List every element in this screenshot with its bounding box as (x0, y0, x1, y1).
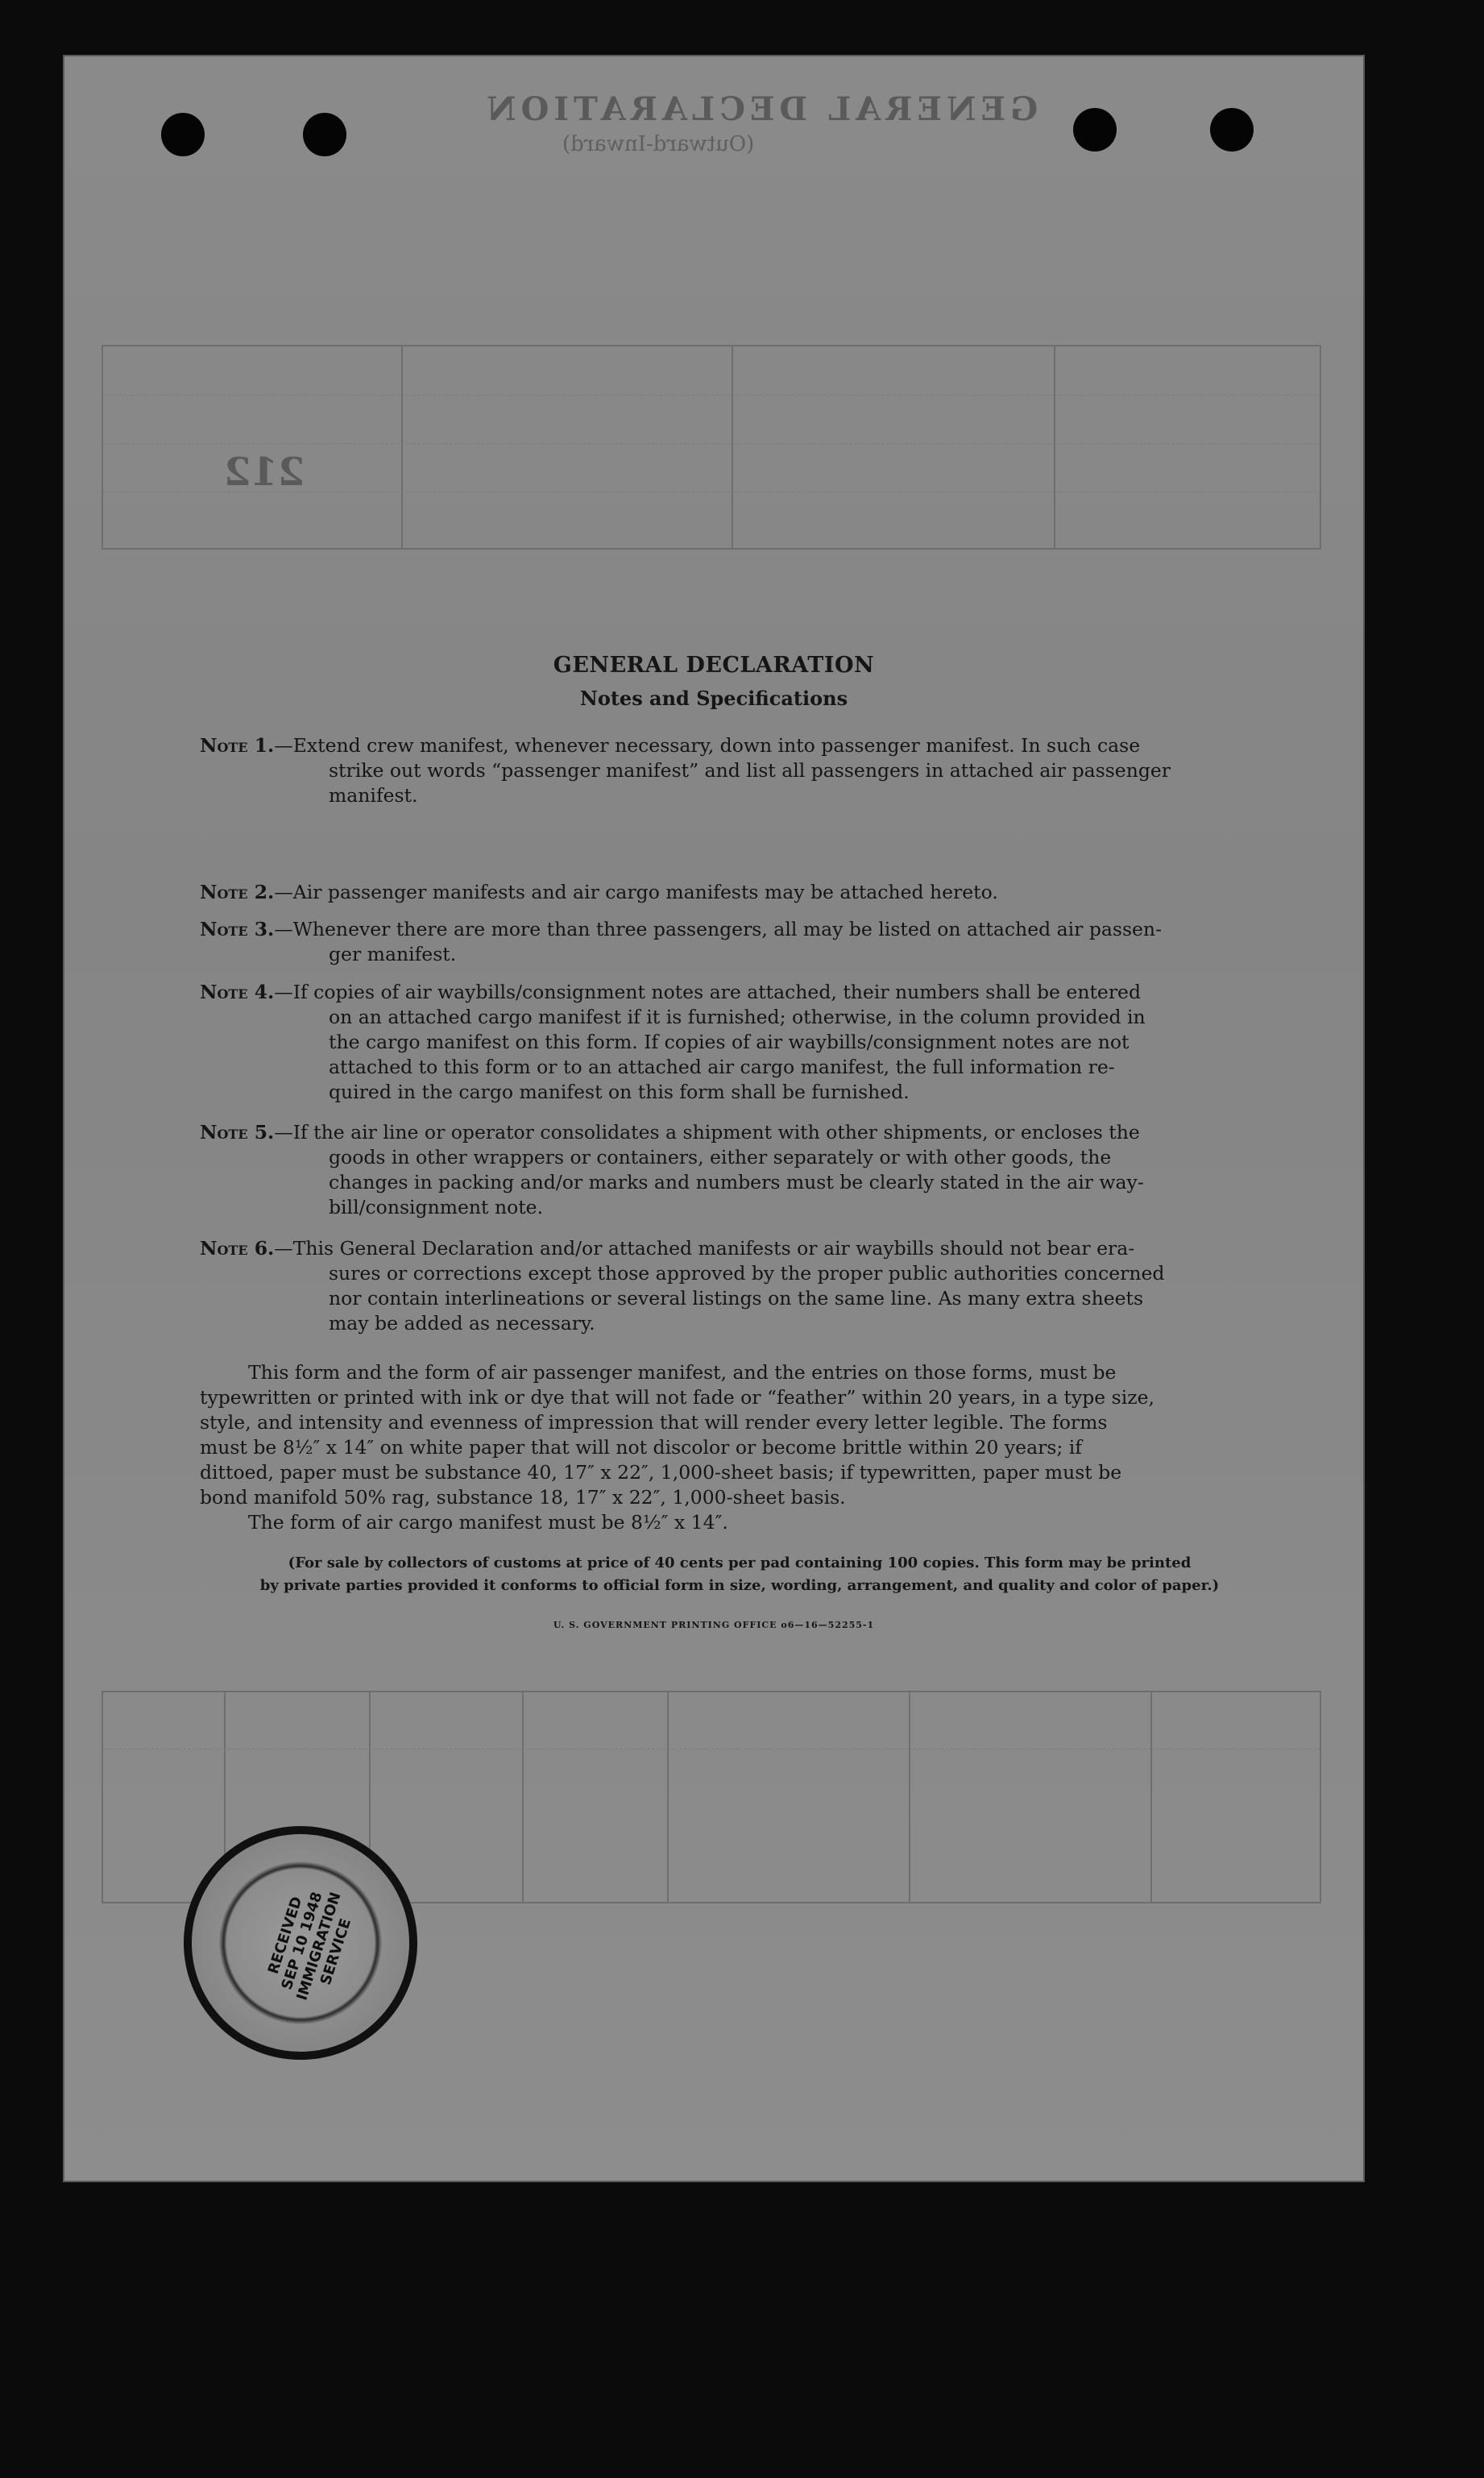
note-2 (200, 880, 1279, 905)
note-6 (200, 1236, 1279, 1336)
note-text: may be added as necessary. (329, 1312, 595, 1334)
spec-line: must be 8½″ x 14″ on white paper that will not discolor or become brittle within 20 years; if (200, 1436, 1082, 1459)
form-specifications (200, 1360, 1279, 1535)
note-text: —If the air line or operator consolidates a shipment with other shipments, or encloses the (274, 1121, 1140, 1144)
note-text: quired in the cargo manifest on this form shall be furnished. (329, 1081, 910, 1103)
spec-line: The form of air cargo manifest must be 8½″ x 14″. (248, 1511, 728, 1534)
stamp-text: RECEIVED SEP 10 1948 IMMIGRATION SERVICE (264, 1890, 355, 2003)
received-stamp (184, 1826, 417, 2060)
note-text: ger manifest. (329, 943, 457, 965)
note-text: —If copies of air waybills/consignment notes are attached, their numbers shall be entered (274, 981, 1142, 1003)
note-text: changes in packing and/or marks and numbers must be clearly stated in the air way- (329, 1171, 1144, 1193)
note-text: —This General Declaration and/or attached manifests or air waybills should not bear era- (274, 1237, 1135, 1260)
note-text: —Air passenger manifests and air cargo manifests may be attached hereto. (274, 881, 998, 903)
spec-line: This form and the form of air passenger manifest, and the entries on those forms, must be (248, 1361, 1117, 1384)
bleed-through-title: GENERAL DECLARATION (482, 90, 1038, 128)
note-text: goods in other wrappers or containers, either separately or with other goods, the (329, 1146, 1112, 1168)
note-label: Note 6. (200, 1237, 275, 1260)
note-label: Note 3. (200, 918, 275, 940)
bleed-through-number: 212 (224, 450, 305, 495)
note-text: bill/consignment note. (329, 1196, 544, 1218)
note-text: on an attached cargo manifest if it is furnished; otherwise, in the column provided in (329, 1006, 1146, 1028)
declaration-subtitle: Notes and Specifications (579, 687, 848, 710)
note-text: nor contain interlineations or several listings on the same line. As many extra sheets (329, 1287, 1144, 1310)
spec-line: typewritten or printed with ink or dye that will not fade or “feather” within 20 years, in a type size, (200, 1386, 1155, 1409)
note-label: Note 4. (200, 981, 275, 1003)
bleed-through-subtitle: (Outward-Inward) (562, 132, 755, 156)
spec-line: dittoed, paper must be substance 40, 17″ x 22″, 1,000-sheet basis; if typewritten, paper must be (200, 1461, 1122, 1484)
note-5 (200, 1120, 1279, 1220)
note-label: Note 1. (200, 734, 275, 757)
sale-notice (200, 1552, 1279, 1597)
note-1 (200, 733, 1279, 808)
note-text: —Whenever there are more than three passengers, all may be listed on attached air passen- (274, 918, 1163, 940)
spec-line: style, and intensity and evenness of impression that will render every letter legible. The forms (200, 1411, 1108, 1434)
note-text: sures or corrections except those approved by the proper public authorities concerned (329, 1262, 1165, 1285)
note-3 (200, 917, 1279, 967)
declaration-title: GENERAL DECLARATION (553, 653, 875, 678)
note-label: Note 2. (200, 881, 275, 903)
note-text: —Extend crew manifest, whenever necessary, down into passenger manifest. In such case (274, 734, 1141, 757)
note-text: the cargo manifest on this form. If copies of air waybills/consignment notes are not (329, 1031, 1130, 1053)
document-sheet (63, 55, 1365, 2182)
note-text: strike out words “passenger manifest” and list all passengers in attached air passenger (329, 759, 1171, 782)
sale-line: (For sale by collectors of customs at price of 40 cents per pad containing 100 copies. This form may be printed (288, 1554, 1192, 1571)
note-label: Note 5. (200, 1121, 275, 1144)
printing-office-imprint: U. S. GOVERNMENT PRINTING OFFICE o6—16—52255-1 (553, 1620, 875, 1630)
sale-line: by private parties provided it conforms to official form in size, wording, arrangement, and quality and color of paper.) (259, 1577, 1220, 1594)
note-4 (200, 980, 1279, 1105)
spec-line: bond manifold 50% rag, substance 18, 17″ x 22″, 1,000-sheet basis. (200, 1486, 846, 1509)
note-text: manifest. (329, 784, 418, 807)
note-text: attached to this form or to an attached air cargo manifest, the full information re- (329, 1056, 1115, 1078)
